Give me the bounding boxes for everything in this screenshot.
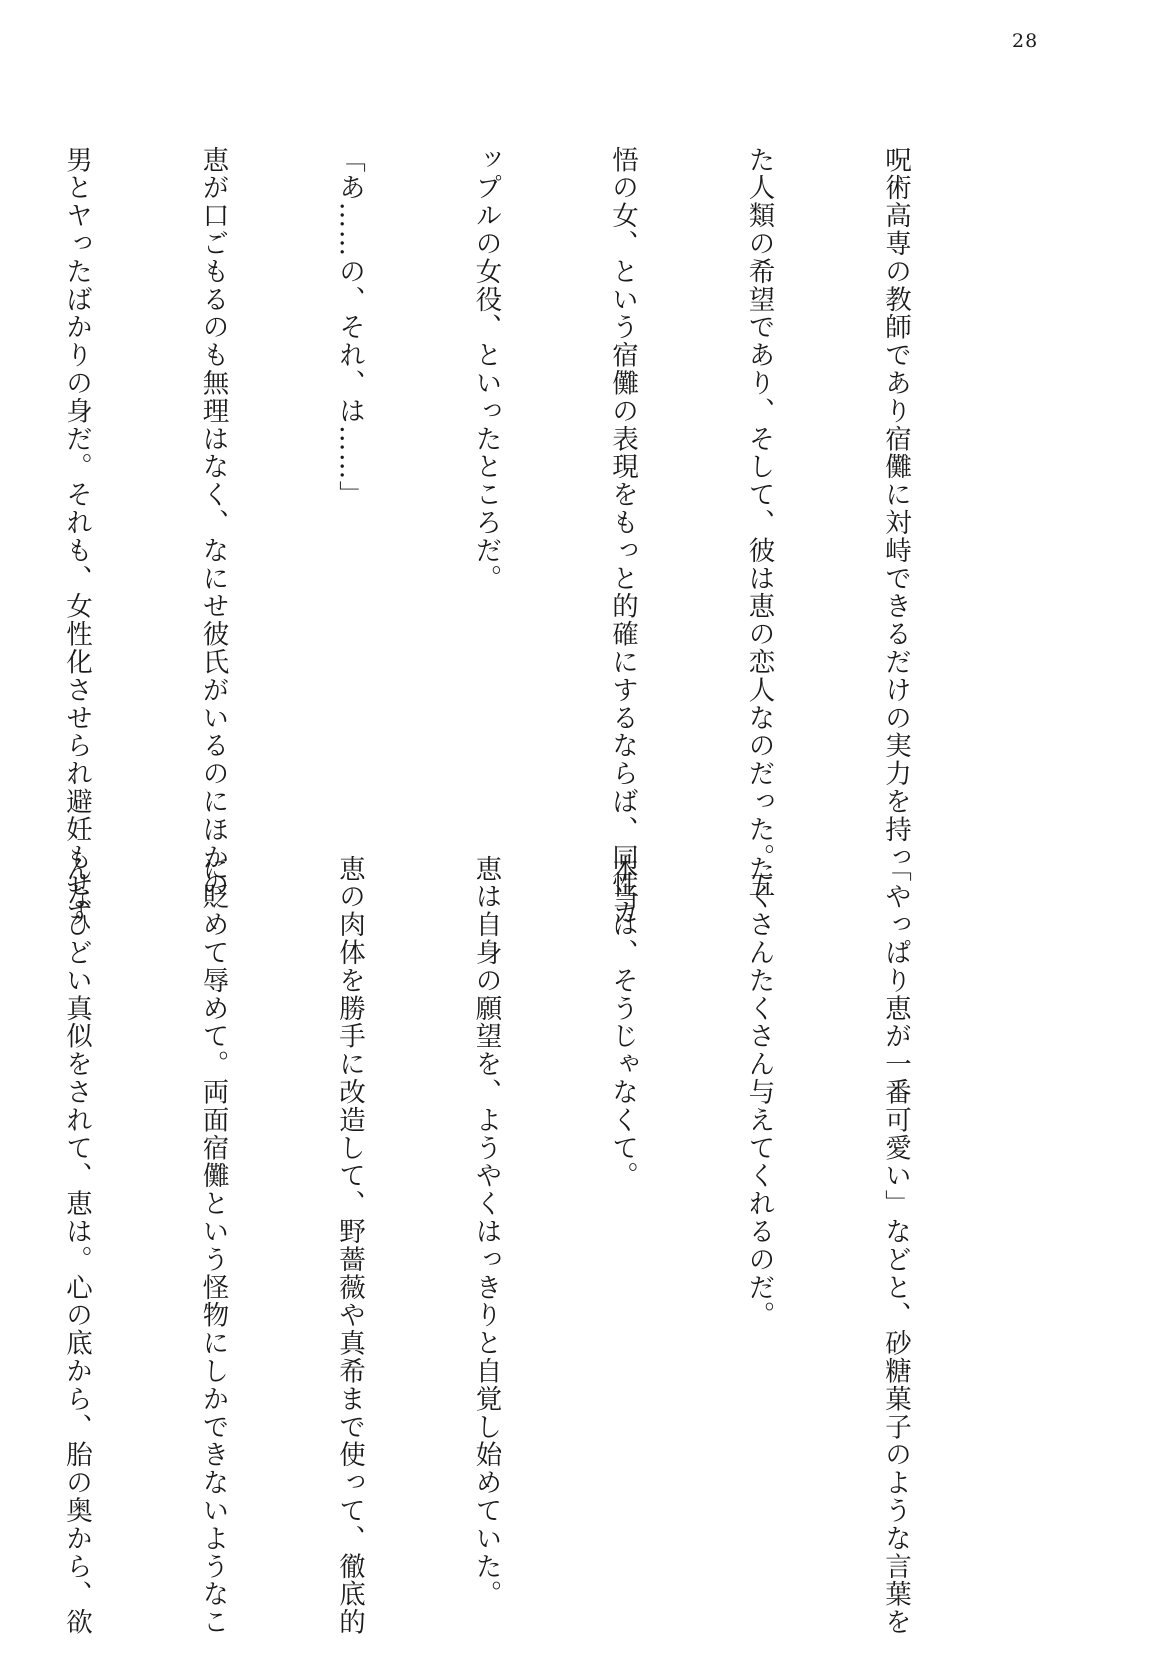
text-line: 恵が口ごもるのも無理はなく、なにせ彼氏がいるのにほかの — [197, 146, 229, 900]
text-block-top — [0, 146, 1009, 928]
text-line: 「やっぱり恵が一番可愛い」などと、砂糖菓子のような言葉を — [880, 855, 911, 1637]
text-line: ップルの女役、といったところだ。 — [470, 146, 502, 593]
text-line: 悟の女、という宿儺の表現をもっと的確にするならば、同性カ — [607, 146, 638, 928]
text-line: んなひどい真似をされて、恵は。心の底から、胎の奥から、欲 — [61, 855, 92, 1637]
text-block-bottom — [0, 855, 1009, 1637]
text-line: た人類の希望であり、そして、彼は恵の恋人なのだった。五 — [743, 146, 775, 900]
text-line: 恵は自身の願望を、ようやくはっきりと自覚し始めていた。 — [470, 855, 502, 1609]
text-line: 本当は、そうじゃなくて。 — [607, 855, 638, 1190]
text-line: 恵の肉体を勝手に改造して、野薔薇や真希まで使って、徹底的 — [334, 855, 365, 1637]
text-line: に貶めて辱めて。両面宿儺という怪物にしかできないようなこ — [197, 855, 229, 1637]
text-line: 呪術高専の教師であり宿儺に対峙できるだけの実力を持っ — [880, 146, 911, 872]
text-line: 「あ……の、それ、は……」 — [334, 146, 365, 509]
page-number: 28 — [1012, 30, 1039, 52]
text-line: たくさんたくさん与えてくれるのだ。 — [743, 855, 775, 1330]
text-line: 男とヤったばかりの身だ。それも、女性化させられ避妊もせず — [61, 146, 92, 928]
